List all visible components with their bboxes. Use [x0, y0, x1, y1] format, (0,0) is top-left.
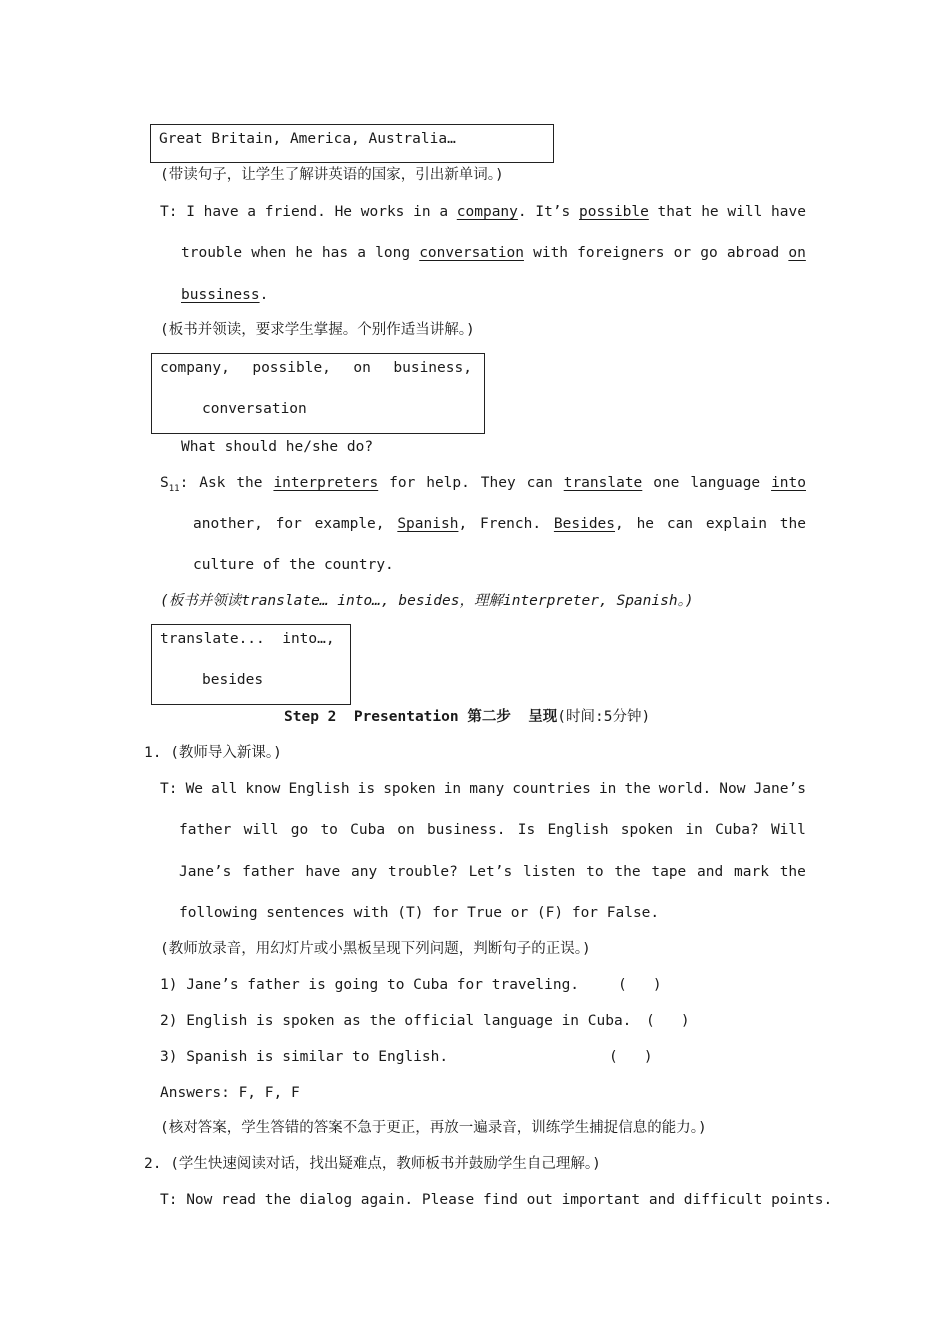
underlined-word: conversation [419, 245, 524, 261]
teacher-line-2: father will go to Cuba on business. Is English spoken in Cuba? Will [179, 822, 806, 838]
underlined-word: on [788, 245, 806, 261]
vocab-box-countries [150, 124, 554, 163]
step-time: (时间:5分钟) [557, 709, 651, 725]
question: What should he/she do? [181, 439, 374, 455]
student-line-3: culture of the country. [193, 557, 394, 573]
underlined-word: company [456, 204, 518, 220]
underlined-word: interpreters [273, 475, 379, 491]
tf-blank-3: ( ) [609, 1049, 653, 1065]
tf-blank-1: ( ) [618, 977, 662, 993]
vocab-box-phrases [151, 624, 351, 705]
teacher-note: (带读句子，让学生了解讲英语的国家，引出新单词。) [160, 167, 504, 183]
underlined-word: translate [563, 475, 643, 491]
underlined-word: into [771, 475, 806, 491]
tf-blank-2: ( ) [646, 1013, 690, 1029]
vocab-box-words [151, 353, 485, 434]
teacher-line-1: T: We all know English is spoken in many countries in the world. Now Jane’s [160, 781, 806, 797]
box-line-2: besides [202, 672, 264, 688]
student-line-1: $S_{11}$: Ask the interpreters for help. They can translate one language into [160, 473, 806, 499]
teacher-line-3: Jane’s father have any trouble? Let’s listen to the tape and mark the [179, 864, 806, 880]
box-line-1: company, possible, on business, [160, 360, 472, 376]
teacher-line-3: bussiness. [181, 287, 269, 303]
box-text: Great Britain, America, Australia… [159, 131, 456, 147]
teacher-note: (教师放录音，用幻灯片或小黑板呈现下列问题，判断句子的正误。) [160, 941, 591, 957]
teacher-line-2: trouble when he has a long conversation with foreigners or go abroad on [181, 245, 806, 261]
teacher-note-italic: (板书并领读translate… into…, besides，理解interpreter, Spanish。) [160, 593, 694, 609]
box-line-2: conversation [202, 401, 307, 417]
step-heading [284, 707, 650, 727]
tf-question-2: 2) English is spoken as the official language in Cuba. [160, 1013, 632, 1029]
tf-question-3: 3) Spanish is similar to English. [160, 1049, 449, 1065]
underlined-word: possible [578, 204, 649, 220]
underlined-word: bussiness [181, 287, 260, 303]
teacher-line-4: following sentences with (T) for True or (F) for False. [179, 905, 660, 921]
teacher-note: (核对答案，学生答错的答案不急于更正，再放一遍录音，训练学生捕捉信息的能力。) [160, 1120, 707, 1136]
item-heading: 2. (学生快速阅读对话，找出疑难点，教师板书并鼓励学生自己理解。) [144, 1156, 601, 1172]
teacher-note: (板书并领读，要求学生掌握。个别作适当讲解。) [160, 322, 475, 338]
student-line-2: another, for example, Spanish, French. Besides, he can explain the [193, 516, 806, 532]
teacher-line-1: T: I have a friend. He works in a company. It’s possible that he will have [160, 204, 806, 220]
step-title: Step 2 Presentation 第二步 呈现 [284, 709, 558, 725]
underlined-word: Spanish [397, 516, 459, 532]
teacher-line: T: Now read the dialog again. Please find out important and difficult points. [160, 1192, 833, 1208]
tf-question-1: 1) Jane’s father is going to Cuba for traveling. [160, 977, 580, 993]
item-heading: 1. (教师导入新课。) [144, 745, 282, 761]
box-line-1: translate... into…, [160, 631, 335, 647]
underlined-word: Besides [553, 516, 616, 532]
answers: Answers: F, F, F [160, 1085, 300, 1101]
